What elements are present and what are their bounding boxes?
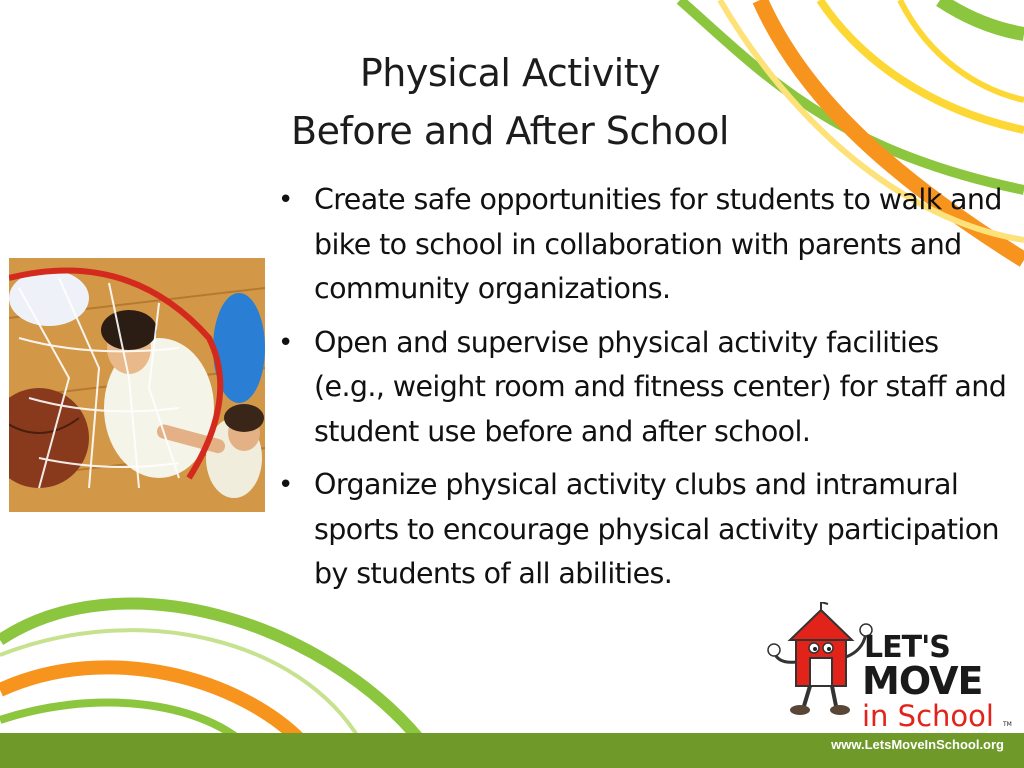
logo-text-in-school: in School [862,699,994,732]
bullet-item [272,178,1012,312]
slide-title [200,44,820,160]
bullet-text: Open and supervise physical activity facilities (e.g., weight room and fitness center) for staff and student use before and after school. [314,325,1007,448]
title-line-2: Before and After School [291,109,729,153]
bullet-dot: • [278,185,293,215]
bullet-list [272,178,1012,606]
logo-trademark: TM [1003,721,1012,728]
logo-text-lets: LET'S [864,630,950,665]
basketball-photo [9,258,265,512]
bullet-text: Organize physical activity clubs and intramural sports to encourage physical activity participation by students of all abilities. [314,468,999,590]
logo-text-move: MOVE [862,659,983,703]
bullet-item [272,321,1012,455]
schoolhouse-mascot-icon [768,602,872,715]
bullet-item [272,463,1012,597]
lets-move-in-school-logo [766,602,1016,732]
title-line-1: Physical Activity [359,51,661,95]
bullet-dot: • [278,470,293,500]
bullet-dot: • [278,327,293,358]
bullet-text: Create safe opportunities for students to walk and bike to school in collaboration with parents and community organizations. [314,183,1002,305]
footer-url: www.LetsMoveInSchool.org [831,737,1004,752]
